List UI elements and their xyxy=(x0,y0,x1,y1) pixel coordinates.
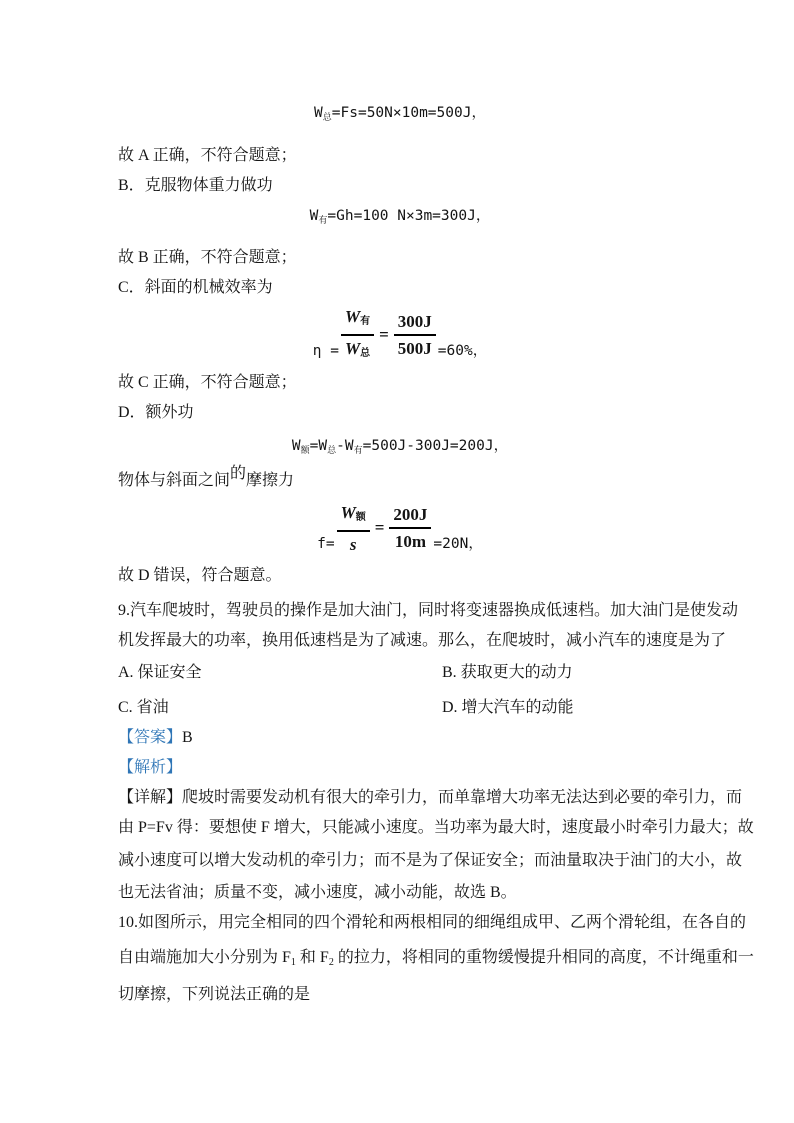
q10-stem-line3: 切摩擦，下列说法正确的是 xyxy=(118,986,311,1003)
q10-stem-line2-pre: 自由端施加大小分别为 F xyxy=(118,949,291,966)
q10-stem-line2-post: 的拉力，将相同的重物缓慢提升相同的高度，不计绳重和一 xyxy=(333,949,754,966)
q8-option-d-heading: D．额外功 xyxy=(118,404,194,421)
formula-useful-work-body: =Gh=100 N×3m=300J， xyxy=(327,208,491,224)
answer-label: 【答案】 xyxy=(118,729,183,746)
formula-efficiency-lead: η = xyxy=(312,343,339,359)
formula-total-work xyxy=(118,98,682,133)
q9-stem-line2: 机发挥最大的功率，换用低速档是为了减速。那么，在爬坡时，减小汽车的速度是为了 xyxy=(118,632,727,649)
q9-option-c: C. 省油 xyxy=(118,699,169,716)
q9-stem-line1: 9.汽车爬坡时，驾驶员的操作是加大油门，同时将变速器换成低速档。加大油门是使发动 xyxy=(118,602,739,619)
formula-extra-body: =500J-300J=200J， xyxy=(362,438,509,454)
formula-extra-work xyxy=(118,431,682,466)
formula-extra-m1: =W xyxy=(309,438,328,454)
analysis-label: 【解析】 xyxy=(118,759,183,776)
formula-efficiency-num-value: 300J xyxy=(394,310,436,336)
formula-friction-num-sub: 额 xyxy=(355,511,366,523)
q8-verdict-a: 故 A 正确，不符合题意； xyxy=(118,147,297,164)
q9-option-d: D. 增大汽车的动能 xyxy=(442,699,574,716)
formula-efficiency-den-sub: 总 xyxy=(360,348,371,359)
q9-option-b: B. 获取更大的动力 xyxy=(442,664,573,681)
formula-useful-work-subscript: 有 xyxy=(318,216,328,226)
formula-efficiency-fraction-values xyxy=(394,307,436,363)
formula-friction-fraction-values xyxy=(389,500,431,556)
q8-verdict-b: 故 B 正确，不符合题意； xyxy=(118,249,297,266)
formula-total-work-base: W xyxy=(314,105,323,121)
formula-extra-w1: W xyxy=(291,438,301,454)
q8-option-b-heading: B．克服物体重力做功 xyxy=(118,177,273,194)
friction-sentence-raised-char: 的 xyxy=(230,465,247,482)
formula-friction-result: =20N， xyxy=(433,536,483,552)
q9-option-a: A. 保证安全 xyxy=(118,664,202,681)
formula-efficiency-den-value: 500J xyxy=(397,339,432,358)
formula-friction-force xyxy=(118,500,682,556)
formula-friction-den-base: s xyxy=(349,534,357,554)
friction-sentence-post: 摩擦力 xyxy=(246,472,295,489)
q9-detail-line1: 【详解】爬坡时需要发动机有很大的牵引力，而单靠增大功率无法达到必要的牵引力，而 xyxy=(118,789,743,806)
formula-extra-m2: -W xyxy=(336,438,354,454)
answer-value: B xyxy=(182,729,193,746)
formula-efficiency-num-sub: 有 xyxy=(360,316,371,327)
formula-efficiency-den-base: W xyxy=(344,339,361,358)
q8-friction-sentence xyxy=(118,466,682,496)
formula-total-work-subscript: 总 xyxy=(322,113,332,123)
q10-stem-line1: 10.如图所示，用完全相同的四个滑轮和两根相同的细绳组成甲、乙两个滑轮组，在各自的 xyxy=(118,914,747,931)
q10-force1-subscript: 1 xyxy=(290,957,296,968)
formula-efficiency-fraction-symbols xyxy=(341,307,374,363)
q9-options-row1 xyxy=(118,658,682,688)
q9-detail-line2: 由 P=Fv 得：要想使 F 增大，只能减小速度。当功率为最大时，速度最小时牵引力最大；故 xyxy=(118,819,754,836)
formula-efficiency-equals: = xyxy=(379,325,389,344)
formula-extra-sub3: 有 xyxy=(353,446,363,456)
formula-efficiency-num-base: W xyxy=(344,307,361,326)
q9-analysis-line xyxy=(118,753,682,783)
q8-verdict-c: 故 C 正确，不符合题意； xyxy=(118,374,297,391)
formula-friction-fraction-symbols xyxy=(337,500,370,556)
q10-stem-line2 xyxy=(118,943,754,978)
q8-verdict-d: 故 D 错误，符合题意。 xyxy=(118,567,282,584)
q9-options-row2 xyxy=(118,693,682,723)
formula-total-work-body: =Fs=50N×10m=500J， xyxy=(331,105,486,121)
formula-efficiency-result: =60%， xyxy=(437,343,488,359)
friction-sentence-pre: 物体与斜面之间 xyxy=(118,472,231,489)
q9-detail-line3: 减小速度可以增大发动机的牵引力；而不是为了保证安全；而油量取决于油门的大小，故 xyxy=(118,852,743,869)
formula-friction-den-value: 10m xyxy=(394,532,426,551)
formula-extra-sub2: 总 xyxy=(327,446,337,456)
formula-friction-num-value: 200J xyxy=(389,503,431,529)
formula-friction-num-base: W xyxy=(340,502,356,522)
formula-friction-equals: = xyxy=(374,518,385,537)
q9-detail-line4: 也无法省油；质量不变，减小速度，减小动能，故选 B。 xyxy=(118,884,517,901)
q10-force2-subscript: 2 xyxy=(328,957,334,968)
formula-useful-work-base: W xyxy=(309,208,319,224)
q10-stem-line2-mid: 和 F xyxy=(295,949,329,966)
formula-friction-lead: f= xyxy=(317,536,335,552)
q9-answer-line xyxy=(118,723,682,753)
formula-extra-sub1: 额 xyxy=(300,446,310,456)
formula-efficiency xyxy=(118,307,682,363)
q8-option-c-heading: C．斜面的机械效率为 xyxy=(118,279,273,296)
formula-useful-work xyxy=(118,201,682,236)
